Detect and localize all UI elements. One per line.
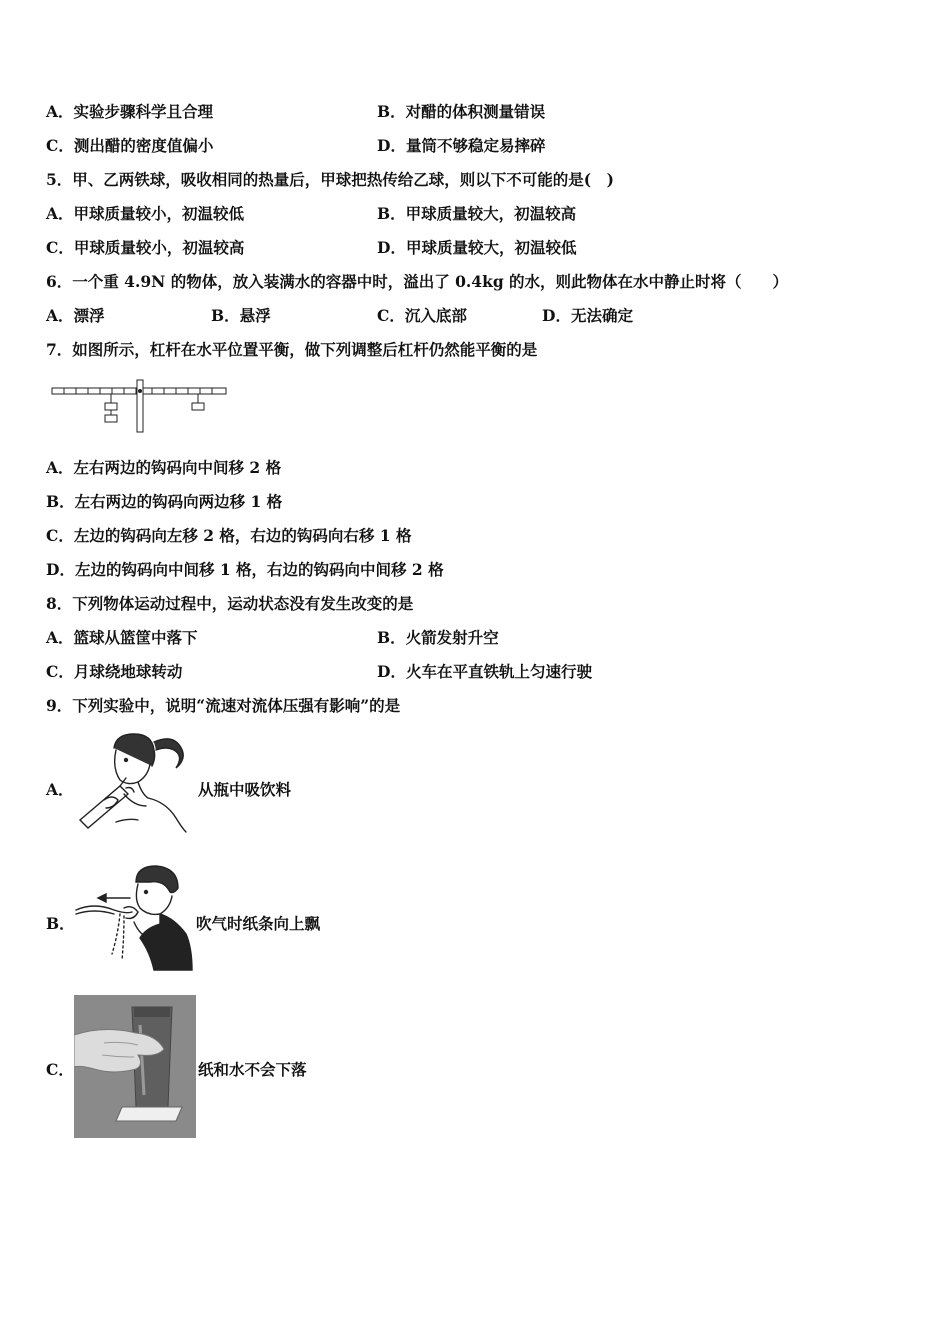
q5-option-c: C．甲球质量较小，初温较高 — [46, 238, 245, 257]
q9-option-a-letter: A． — [46, 780, 74, 799]
q8-option-d: D．火车在平直铁轨上匀速行驶 — [377, 662, 592, 681]
q9-option-c-caption: 纸和水不会下落 — [198, 1060, 307, 1079]
q8-option-a: A．篮球从篮筐中落下 — [46, 628, 198, 647]
q8-option-c: C．月球绕地球转动 — [46, 662, 183, 681]
q4-option-c: C．测出醋的密度值偏小 — [46, 136, 214, 155]
q9-stem: 9．下列实验中，说明“流速对流体压强有影响”的是 — [46, 696, 401, 715]
q6-option-d: D．无法确定 — [542, 306, 633, 325]
q5-option-d: D．甲球质量较大，初温较低 — [377, 238, 577, 257]
q6-option-a: A．漂浮 — [46, 306, 105, 325]
q7-option-d: D．左边的钩码向中间移 1 格，右边的钩码向中间移 2 格 — [46, 560, 444, 579]
q7-option-a: A．左右两边的钩码向中间移 2 格 — [46, 458, 282, 477]
q7-option-b: B．左右两边的钩码向两边移 1 格 — [46, 492, 283, 511]
q9-option-b-caption: 吹气时纸条向上飘 — [196, 914, 321, 933]
q6-option-b: B．悬浮 — [211, 306, 271, 325]
q7-stem: 7．如图所示，杠杆在水平位置平衡，做下列调整后杠杆仍然能平衡的是 — [46, 340, 538, 359]
q5-stem: 5．甲、乙两铁球，吸收相同的热量后，甲球把热传给乙球，则以下不可能的是( ) — [46, 170, 614, 189]
q9-option-b-letter: B． — [46, 914, 75, 933]
girl-drinking-illustration — [76, 728, 196, 834]
q4-option-a: A．实验步骤科学且合理 — [46, 102, 214, 121]
q6-option-c: C．沉入底部 — [377, 306, 467, 325]
q5-option-b: B．甲球质量较大，初温较高 — [377, 204, 577, 223]
q5-option-a: A．甲球质量较小，初温较低 — [46, 204, 245, 223]
q8-stem: 8．下列物体运动过程中，运动状态没有发生改变的是 — [46, 594, 414, 613]
q6-stem: 6．一个重 4.9N 的物体，放入装满水的容器中时，溢出了 0.4kg 的水，则此物体在水中静止时将（ ） — [46, 272, 789, 291]
lever-diagram — [50, 378, 230, 436]
q4-option-b: B．对醋的体积测量错误 — [377, 102, 546, 121]
q8-option-b: B．火箭发射升空 — [377, 628, 499, 647]
q7-option-c: C．左边的钩码向左移 2 格，右边的钩码向右移 1 格 — [46, 526, 412, 545]
boy-blowing-paper-illustration — [74, 862, 198, 974]
q4-option-d: D．量筒不够稳定易摔碎 — [377, 136, 546, 155]
q9-option-c-letter: C． — [46, 1060, 74, 1079]
inverted-cup-photo — [74, 995, 196, 1138]
q9-option-a-caption: 从瓶中吸饮料 — [198, 780, 292, 799]
